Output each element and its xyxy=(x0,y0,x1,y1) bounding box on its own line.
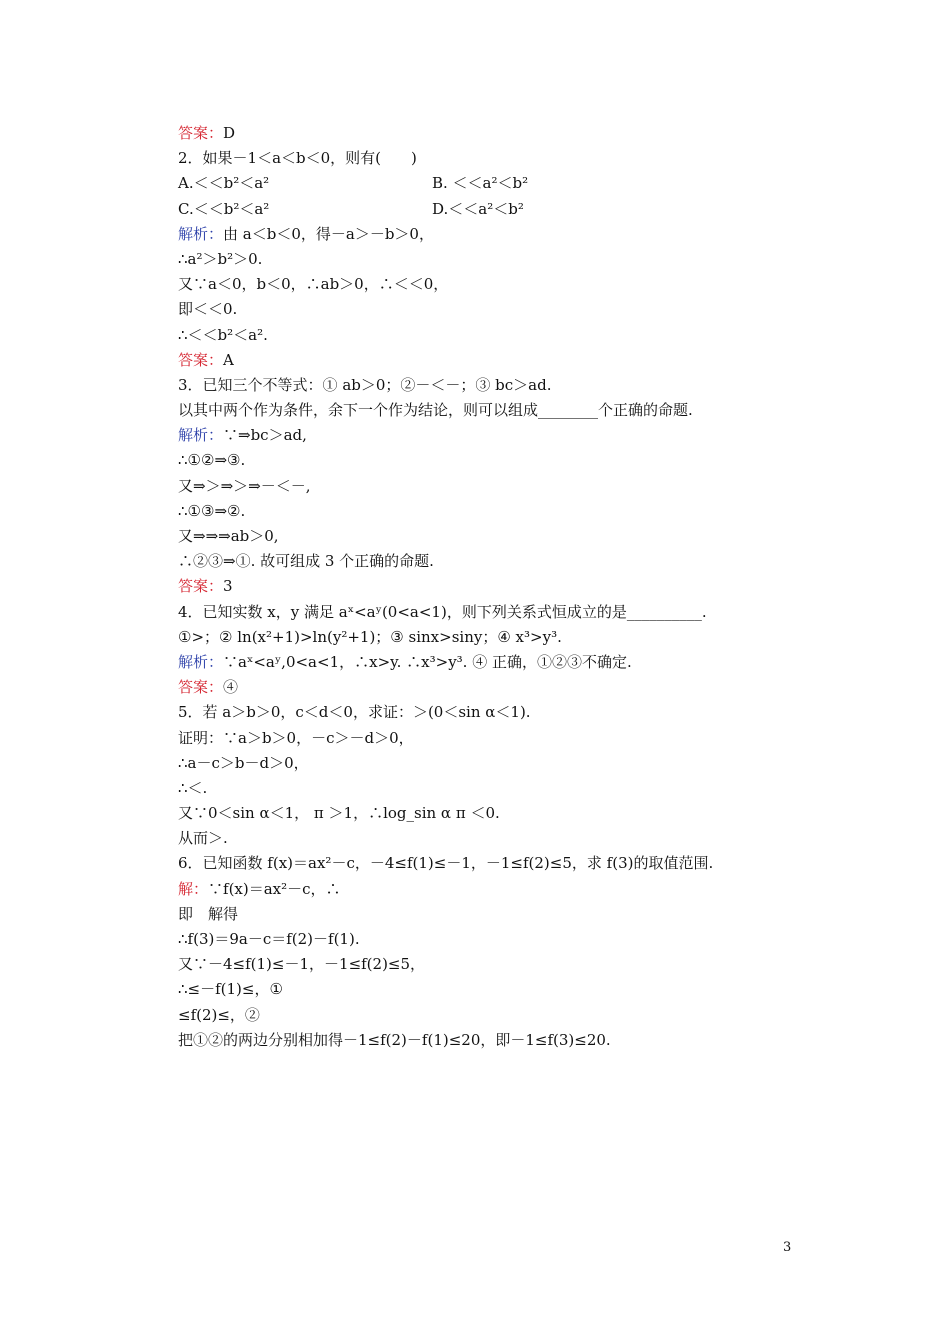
choice-option: C.＜＜b²＜a² xyxy=(178,199,270,218)
line-text: 5．若 a＞b＞0，c＜d＜0，求证：＞(0＜sin α＜1). xyxy=(178,703,531,722)
line-text: ≤f(2)≤，② xyxy=(178,1005,260,1024)
choice-option: D.＜＜a²＜b² xyxy=(432,199,524,218)
line-text: 即 解得 xyxy=(178,904,239,923)
line-text: ①>；② ln(x²+1)>ln(y²+1)；③ sinx>siny；④ x³>y³. xyxy=(178,627,562,646)
text-line xyxy=(178,700,798,725)
text-line xyxy=(178,448,798,473)
text-line xyxy=(178,776,798,801)
answer-label: 答案： xyxy=(178,124,224,142)
text-line xyxy=(178,600,798,625)
text-line xyxy=(178,323,798,348)
line-text: ∴①③⇒②. xyxy=(178,501,246,520)
line-text: 3 xyxy=(223,577,233,596)
line-text: 从而＞. xyxy=(178,829,228,848)
text-line xyxy=(178,348,798,373)
text-line xyxy=(178,373,798,398)
line-text: 4．已知实数 x，y 满足 aˣ<aʸ(0<a<1)，则下列关系式恒成立的是__________. xyxy=(178,602,707,621)
text-line xyxy=(178,171,798,196)
line-text: 又∵a＜0，b＜0，∴ab＞0，∴＜＜0， xyxy=(178,275,449,294)
text-line xyxy=(178,801,798,826)
text-line xyxy=(178,474,798,499)
text-line xyxy=(178,499,798,524)
text-line xyxy=(178,650,798,675)
line-text: 2．如果－1＜a＜b＜0，则有( ) xyxy=(178,149,417,168)
text-line xyxy=(178,549,798,574)
text-line xyxy=(178,121,798,146)
line-text: 即＜＜0. xyxy=(178,300,238,319)
line-text: 由 a＜b＜0，得－a＞－b＞0， xyxy=(223,224,434,243)
text-line xyxy=(178,146,798,171)
text-line xyxy=(178,1003,798,1028)
line-text: 6．已知函数 f(x)＝ax²－c，－4≤f(1)≤－1，－1≤f(2)≤5，求 f(3)的取值范围. xyxy=(178,854,714,873)
answer-label: 答案： xyxy=(178,350,224,369)
line-text: ∵f(x)＝ax²－c，∴ xyxy=(208,879,341,898)
line-text: ∴＜＜b²＜a². xyxy=(178,325,268,344)
line-text: ∴a－c＞b－d＞0， xyxy=(178,753,309,772)
text-line xyxy=(178,952,798,977)
text-line xyxy=(178,1028,798,1053)
choice-option: B. ＜＜a²＜b² xyxy=(432,174,529,193)
line-text: ∴f(3)＝9a－c＝f(2)－f(1). xyxy=(178,930,360,948)
line-text: ∴a²＞b²＞0. xyxy=(178,249,263,268)
line-text: 又⇒⇒⇒ab＞0, xyxy=(178,527,279,545)
text-line xyxy=(178,977,798,1002)
text-line xyxy=(178,927,798,952)
text-line xyxy=(178,197,798,222)
line-text: 又∵0＜sin α＜1， π ＞1，∴log_sin α π ＜0. xyxy=(178,804,500,823)
answer-label: 解： xyxy=(178,879,209,898)
page-number: 3 xyxy=(783,1240,792,1255)
line-text: 又⇒＞⇒＞⇒－＜－, xyxy=(178,476,311,495)
text-line xyxy=(178,826,798,851)
text-line xyxy=(178,398,798,423)
text-line xyxy=(178,247,798,272)
line-text: 证明：∵a＞b＞0，－c＞－d＞0， xyxy=(178,728,414,747)
text-line xyxy=(178,751,798,776)
text-line xyxy=(178,625,798,650)
text-line xyxy=(178,222,798,247)
line-text: ④ xyxy=(223,678,239,697)
line-text: 3．已知三个不等式：① ab＞0；②－＜－；③ bc＞ad. xyxy=(178,375,552,394)
text-line xyxy=(178,423,798,448)
line-text: ∴≤－f(1)≤，① xyxy=(178,980,283,999)
text-line xyxy=(178,574,798,599)
line-text: ∴＜. xyxy=(178,778,208,797)
line-text: ∵aˣ<aʸ,0<a<1，∴x>y. ∴x³>y³. ④ 正确，①②③不确定. xyxy=(223,652,632,671)
choice-option: A.＜＜b²＜a² xyxy=(178,174,270,193)
line-text: 又∵－4≤f(1)≤－1，－1≤f(2)≤5， xyxy=(178,955,426,974)
text-line xyxy=(178,851,798,876)
line-text: A xyxy=(223,350,234,369)
line-text: 把①②的两边分别相加得－1≤f(2)－f(1)≤20，即－1≤f(3)≤20. xyxy=(178,1030,611,1049)
answer-label: 答案： xyxy=(178,577,224,596)
line-text: ∴②③⇒①. 故可组成 3 个正确的命题. xyxy=(178,552,434,571)
page-content xyxy=(178,121,798,1053)
answer-label: 答案： xyxy=(178,678,224,697)
analysis-label: 解析： xyxy=(178,426,224,445)
line-text: ∴①②⇒③. xyxy=(178,451,246,470)
text-line xyxy=(178,297,798,322)
line-text: D xyxy=(223,124,236,142)
analysis-label: 解析： xyxy=(178,224,224,243)
text-line xyxy=(178,726,798,751)
text-line xyxy=(178,524,798,549)
analysis-label: 解析： xyxy=(178,652,224,671)
text-line xyxy=(178,272,798,297)
line-text: ∵⇒bc＞ad, xyxy=(223,426,307,445)
line-text: 以其中两个作为条件，余下一个作为结论，则可以组成________个正确的命题. xyxy=(178,401,693,420)
text-line xyxy=(178,902,798,927)
text-line xyxy=(178,877,798,902)
text-line xyxy=(178,675,798,700)
